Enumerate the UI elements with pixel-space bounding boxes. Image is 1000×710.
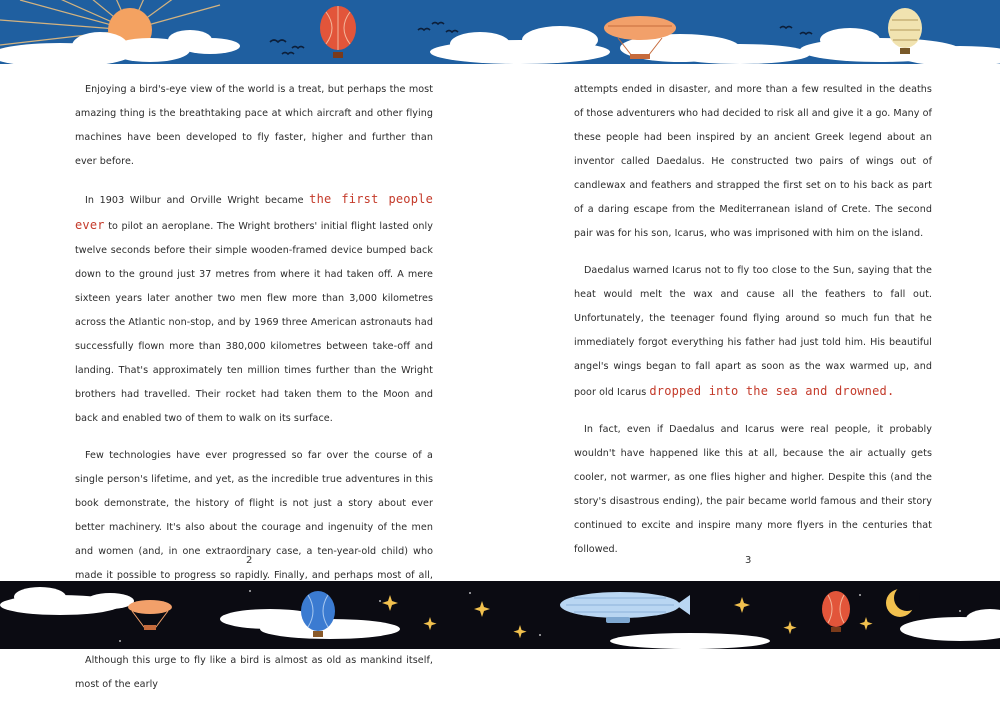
paragraph [574, 259, 932, 405]
hot-air-balloon-icon [128, 600, 172, 630]
paragraph: In fact, even if Daedalus and Icarus were real people, it probably wouldn't have happened like this at all, because the air actually gets cooler, not warmer, as one flies higher and higher. Despite this (and the story's disastrous ending), the pair became world famous and their story continued to excite and inspire many more flyers in the centuries that followed. [574, 424, 932, 555]
right-page [574, 78, 932, 575]
paragraph: attempts ended in disaster, and more than a few resulted in the deaths of those adventurers who had decided to risk all and give it a go. Many of these people had been inspired by an ancient Greek legend about an inventor called Daedalus. He constructed two pairs of wings out of candlewax and feathers and strapped the first set on to his back as part of a daring escape from the Mediterranean island of Crete. The second pair was for his son, Icarus, who was imprisoned with him on the island. [574, 84, 932, 239]
hot-air-balloon-icon [320, 6, 356, 58]
paragraph [75, 187, 433, 431]
crescent-moon-icon [886, 585, 920, 617]
paragraph-text: Daedalus warned Icarus not to fly too close to the Sun, saying that the heat would melt the wax and cause all the feathers to fall out. Unfortunately, the teenager found flying around so much fun that he immediately forgot everything his father had just told him. His beautiful angel's wings began to fall apart as soon as the wax warmed up, and poor old Icarus [574, 265, 932, 398]
highlight-text: the first people ever [75, 192, 433, 232]
highlight-text: dropped into the sea and drowned. [649, 384, 895, 398]
cloud-icon [0, 587, 1000, 649]
paragraph: Although this urge to fly like a bird is almost as old as mankind itself, most of the early [75, 655, 433, 690]
hot-air-balloon-icon [822, 591, 850, 632]
top-sky-banner [0, 0, 1000, 64]
zeppelin-icon [560, 592, 690, 623]
bottom-night-banner [0, 581, 1000, 649]
paragraph: Few technologies have ever progressed so far over the course of a single person's lifetime, and yet, as the incredible true adventures in this book demonstrate, the history of flight is not just a story about ever better machinery. It's also about the courage and ingenuity of the men and women (and, in one extraordinary case, a ten-year-old child) who made it possible to progress so rapidly. Finally, and perhaps most of all, [75, 450, 433, 581]
paragraph: Enjoying a bird's-eye view of the world is a treat, but perhaps the most amazing thing is the breathtaking pace at which aircraft and other flying machines have been developed to fly faster, higher and further than ever before. [75, 84, 433, 167]
paragraph-text: to pilot an aeroplane. The Wright brothers' initial flight lasted only twelve seconds before their simple wooden-framed device bumped back down to the ground just 37 metres from where it had taken off. A mere sixteen years later another two men flew more than 3,000 kilometres across the Atlantic non-stop, and by 1969 three American astronauts had successfully flown more than 380,000 kilometres between take-off and landing. That's approximately ten million times further than the Wright brothers had travelled. Their rocket had taken them to the Moon and back and enabled two of them to walk on its surface. [75, 221, 433, 424]
page-number: 2 [246, 555, 253, 566]
page-number: 3 [745, 555, 752, 566]
paragraph-text: In 1903 Wilbur and Orville Wright became [85, 195, 310, 206]
